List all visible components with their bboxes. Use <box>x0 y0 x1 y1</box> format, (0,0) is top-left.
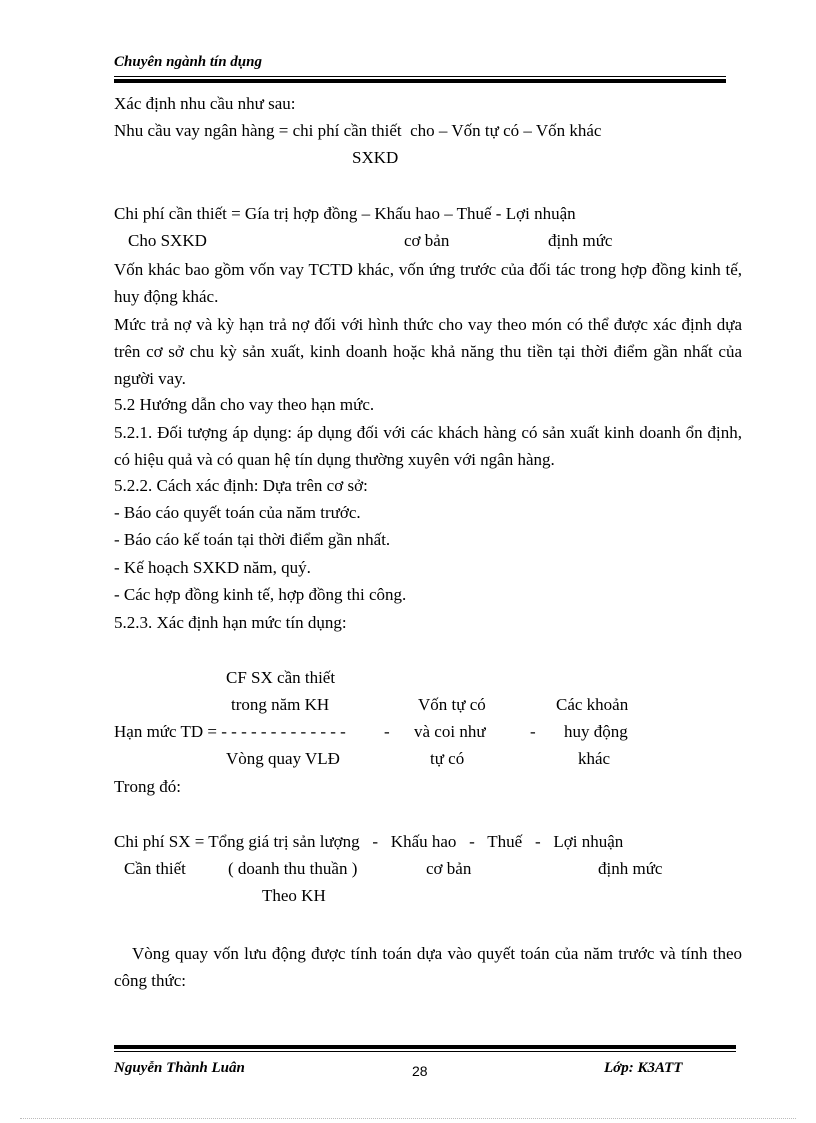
production-cost-sub1: Cần thiết <box>124 859 186 878</box>
limit-formula-denominator: Vòng quay VLĐ <box>226 749 340 768</box>
bullet-2: - Báo cáo kế toán tại thời điểm gần nhất. <box>114 530 391 549</box>
limit-formula-numerator-2: trong năm KH <box>231 695 330 714</box>
limit-formula-equity-1: Vốn tự có <box>418 695 486 714</box>
paragraph-repayment: Mức trả nợ và kỳ hạn trả nợ đối với hình thức cho vay theo món có thể được xác định dựa trên cơ sở chu kỳ sản xuất, kinh doanh hoặc khả năng thu tiền tại thời điểm gần nhất của người vay. <box>114 315 742 388</box>
production-cost-line: Chi phí SX = Tổng giá trị sản lượng - Khấu hao - Thuế - Lợi nhuận <box>114 832 624 851</box>
section-5-2-3: 5.2.3. Xác định hạn mức tín dụng: <box>114 613 347 632</box>
footer-rule-thick <box>114 1045 736 1049</box>
footer-rule-thin <box>114 1051 736 1052</box>
limit-formula-equity-3: tự có <box>430 749 465 768</box>
paragraph-5-2-1: 5.2.1. Đối tượng áp dụng: áp dụng đối với các khách hàng có sản xuất kinh doanh ổn định, có hiệu quả và có quan hệ tín dụng thường xuyên với ngân hàng. <box>114 423 742 469</box>
limit-formula-numerator-1: CF SX cần thiết <box>226 668 336 687</box>
production-cost-sub2: ( doanh thu thuần ) <box>228 859 358 878</box>
where-label: Trong đó: <box>114 777 181 796</box>
page-bottom-divider <box>20 1118 796 1119</box>
limit-formula-minus-2: - <box>530 722 536 741</box>
limit-formula-equity-2: và coi như <box>414 722 486 741</box>
production-cost-sub5: Theo KH <box>262 886 326 905</box>
intro-line: Xác định nhu cầu như sau: <box>114 94 296 113</box>
header-title: Chuyên ngành tín dụng <box>114 54 262 70</box>
page-number: 28 <box>412 1063 428 1079</box>
production-cost-sub3: cơ bản <box>426 859 472 878</box>
limit-formula-other-1: Các khoản <box>556 695 629 714</box>
bullet-3: - Kế hoạch SXKD năm, quý. <box>114 558 311 577</box>
formula-need-line: Nhu cầu vay ngân hàng = chi phí cần thiết cho – Vốn tự có – Vốn khác <box>114 121 602 140</box>
section-5-2-2: 5.2.2. Cách xác định: Dựa trên cơ sở: <box>114 476 368 495</box>
paragraph-turnover: Vòng quay vốn lưu động được tính toán dựa vào quyết toán của năm trước và tính theo công thức: <box>114 944 742 990</box>
production-cost-sub4: định mức <box>598 859 663 878</box>
formula-cost-line: Chi phí cần thiết = Gía trị hợp đồng – Khấu hao – Thuế - Lợi nhuận <box>114 204 576 223</box>
bullet-1: - Báo cáo quyết toán của năm trước. <box>114 503 361 522</box>
paragraph-other-capital: Vốn khác bao gồm vốn vay TCTD khác, vốn ứng trước của đối tác trong hợp đồng kinh tế, huy động khác. <box>114 260 742 306</box>
header-rule-thin <box>114 76 726 77</box>
footer-author: Nguyễn Thành Luân <box>114 1060 245 1076</box>
limit-formula-other-3: khác <box>578 749 611 768</box>
formula-cost-sub2: cơ bản <box>404 231 450 250</box>
header-rule-thick <box>114 79 726 83</box>
formula-cost-sub1: Cho SXKD <box>128 231 207 250</box>
limit-formula-minus-1: - <box>384 722 390 741</box>
limit-formula-other-2: huy động <box>564 722 628 741</box>
footer-class: Lớp: K3ATT <box>604 1060 683 1076</box>
section-5-2: 5.2 Hướng dẫn cho vay theo hạn mức. <box>114 395 375 414</box>
limit-formula-main: Hạn mức TD = - - - - - - - - - - - - - <box>114 722 346 741</box>
bullet-4: - Các hợp đồng kinh tế, hợp đồng thi công. <box>114 585 407 604</box>
formula-cost-sub3: định mức <box>548 231 613 250</box>
formula-need-sub: SXKD <box>352 148 399 167</box>
